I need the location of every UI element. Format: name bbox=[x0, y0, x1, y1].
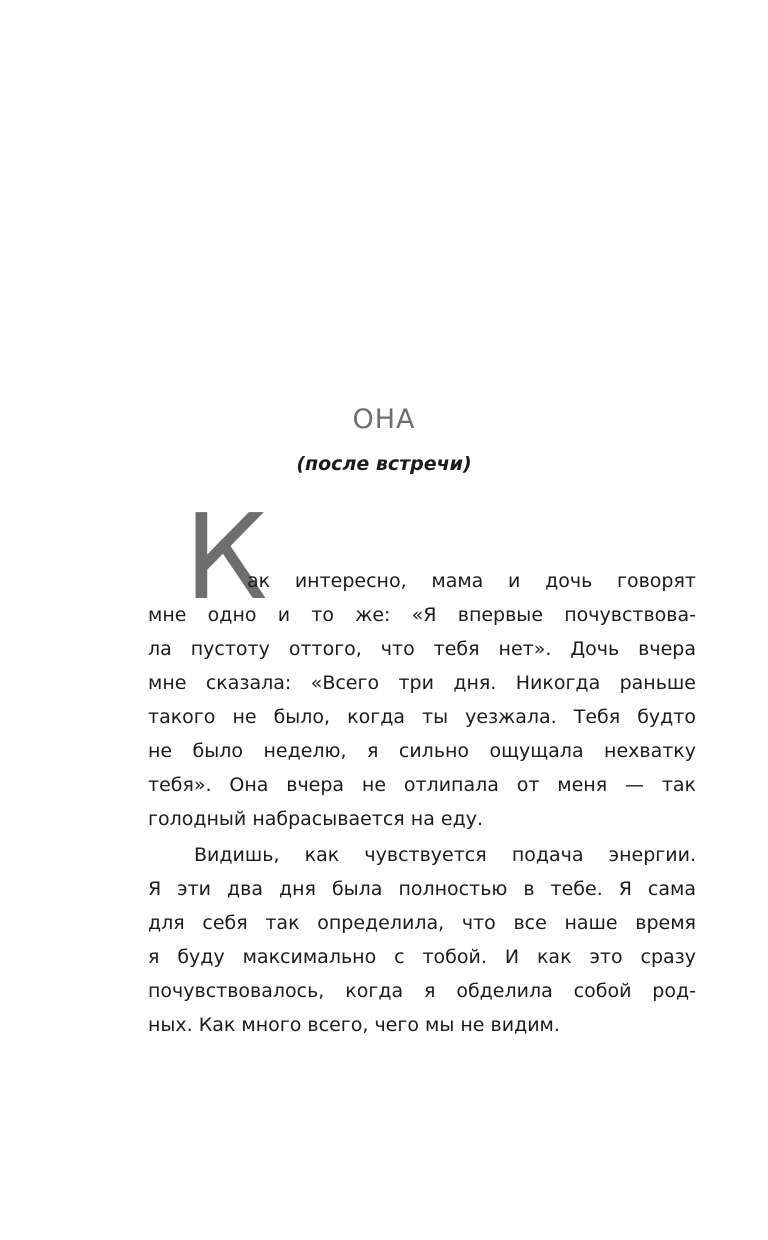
text-line: ла пустоту оттого, что тебя нет». Дочь вчера bbox=[148, 638, 696, 660]
chapter-subtitle: (после встречи) bbox=[296, 453, 472, 475]
text-line: ак интересно, мама и дочь говорят bbox=[247, 570, 696, 592]
text-line: почувствовалось, когда я обделила собой род- bbox=[148, 980, 696, 1002]
text-line: Видишь, как чувствуется подача энергии. bbox=[194, 844, 696, 866]
drop-cap: К bbox=[184, 488, 264, 626]
chapter-title: ОНА bbox=[352, 404, 416, 435]
text-line: мне одно и то же: «Я впервые почувствова- bbox=[148, 604, 696, 626]
text-line: мне сказала: «Всего три дня. Никогда раньше bbox=[148, 672, 696, 694]
text-line: голодный набрасывается на еду. bbox=[148, 808, 483, 830]
text-line: такого не было, когда ты уезжала. Тебя будто bbox=[148, 706, 696, 728]
text-line: для себя так определила, что все наше время bbox=[148, 912, 696, 934]
text-line: я буду максимально с тобой. И как это сразу bbox=[148, 946, 696, 968]
text-line: тебя». Она вчера не отлипала от меня — так bbox=[148, 774, 696, 796]
text-line: ных. Как много всего, чего мы не видим. bbox=[148, 1014, 560, 1036]
text-line: Я эти два дня была полностью в тебе. Я сама bbox=[148, 878, 696, 900]
text-line: не было неделю, я сильно ощущала нехватку bbox=[148, 740, 696, 762]
